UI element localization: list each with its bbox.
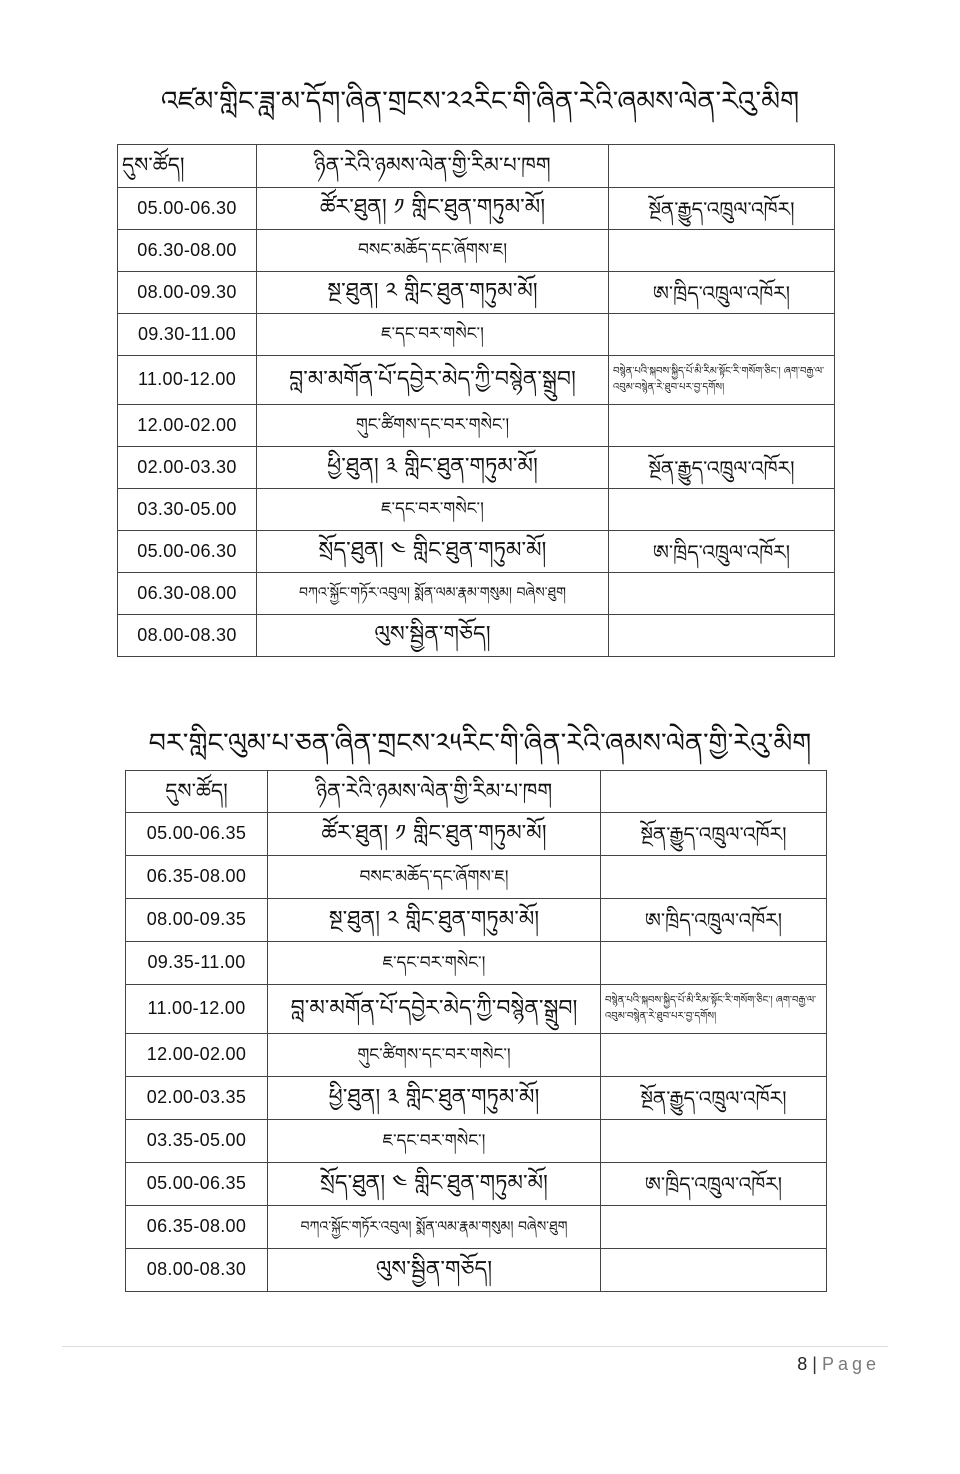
row-time: 02.00-03.35 (126, 1077, 268, 1120)
table-row (118, 272, 835, 314)
table-row (126, 1120, 827, 1163)
row-note: ཨ་ཁྲིད་འཁྲུལ་འཁོར། (609, 272, 835, 314)
table-row (118, 314, 835, 356)
row-activity: གུང་ཚིགས་དང་བར་གསེང་། (257, 405, 609, 447)
table-row (126, 1034, 827, 1077)
table-row (126, 942, 827, 985)
page-number: 8 (797, 1354, 809, 1374)
schedule-title-1: འཛམ་གླིང་ཟླ་མ་དོག་ཞིན་གྲངས་༢༢རིང་གི་ཞིན་རེའི་ཞམས་ལེན་རེའུ་མིག (160, 86, 800, 117)
schedule-table-2 (125, 770, 827, 1292)
row-note: བསྙེན་པའི་སྐབས་སྐྱིད་པོ་མི་རིམ་སྟོང་རི་གསོག་ཅིང་། ཞག་བརྒྱ་ལ་འབུམ་བསྙེན་རེ་ཐུབ་པར་བྱ་དགོས། (601, 985, 827, 1034)
row-activity: བཀའ་སྐྱོང་གཏོར་འབུལ། སྨོན་ལམ་རྣམ་གསུམ། བཞེས་ཐུག (257, 573, 609, 615)
row-note (601, 1206, 827, 1249)
row-note: སྔོན་རྒྱུད་འཁྲུལ་འཁོར། (601, 813, 827, 856)
row-note (609, 573, 835, 615)
row-time: 12.00-02.00 (126, 1034, 268, 1077)
row-note: བསྙེན་པའི་སྐབས་སྐྱིད་པོ་མི་རིམ་སྟོང་རི་གསོག་ཅིང་། ཞག་བརྒྱ་ལ་འབུམ་བསྙེན་རེ་ཐུབ་པར་བྱ་དགོས། (609, 356, 835, 405)
row-activity: བླ་མ་མགོན་པོ་དབྱེར་མེད་ཀྱི་བསྙེན་སྒྲུབ། (257, 356, 609, 405)
row-time: 06.35-08.00 (126, 856, 268, 899)
row-activity: ཇ་དང་བར་གསེང་། (268, 1120, 601, 1163)
table-row (118, 615, 835, 657)
row-time: 12.00-02.00 (118, 405, 257, 447)
row-note (609, 615, 835, 657)
header-activity: ཉིན་རེའི་ཉམས་ལེན་གྱི་རིམ་པ་ཁག (268, 771, 601, 813)
table-row (118, 356, 835, 405)
table-row (126, 1206, 827, 1249)
row-note: ཨ་ཁྲིད་འཁྲུལ་འཁོར། (609, 531, 835, 573)
row-note: སྔོན་རྒྱུད་འཁྲུལ་འཁོར། (609, 188, 835, 230)
row-time: 05.00-06.30 (118, 531, 257, 573)
row-time: 05.00-06.35 (126, 813, 268, 856)
row-activity: བཀའ་སྐྱོང་གཏོར་འབུལ། སྨོན་ལམ་རྣམ་གསུམ། བཞེས་ཐུག (268, 1206, 601, 1249)
row-time: 03.30-05.00 (118, 489, 257, 531)
schedule-table-1 (117, 144, 835, 657)
header-time: དུས་ཚོད། (126, 771, 268, 813)
page-footer (797, 1354, 880, 1375)
row-time: 11.00-12.00 (118, 356, 257, 405)
row-activity: ཇ་དང་བར་གསེང་། (257, 314, 609, 356)
schedule-title-2: བར་གླིང་ལུམ་པ་ཅན་ཞིན་གྲངས་༢༥རིང་གི་ཞིན་རེའི་ཞམས་ལེན་གྱི་རེའུ་མིག (148, 728, 812, 759)
table-row (118, 230, 835, 272)
footer-divider (62, 1346, 888, 1347)
row-note (609, 230, 835, 272)
row-activity: ཚོར་ཐུན། ༡ གླིང་ཐུན་གཏུམ་མོ། (257, 188, 609, 230)
row-note (601, 1120, 827, 1163)
row-activity: གུང་ཚིགས་དང་བར་གསེང་། (268, 1034, 601, 1077)
table-row (126, 899, 827, 942)
table-row (118, 573, 835, 615)
row-time: 08.00-09.35 (126, 899, 268, 942)
page-word: Page (821, 1354, 880, 1374)
row-time: 02.00-03.30 (118, 447, 257, 489)
table-header-row (126, 771, 827, 813)
row-time: 05.00-06.30 (118, 188, 257, 230)
table-row (126, 856, 827, 899)
row-note: ཨ་ཁྲིད་འཁྲུལ་འཁོར། (601, 1163, 827, 1206)
row-time: 03.35-05.00 (126, 1120, 268, 1163)
row-time: 06.30-08.00 (118, 230, 257, 272)
row-time: 09.30-11.00 (118, 314, 257, 356)
row-activity: སྲོད་ཐུན། ༤ གླིང་ཐུན་གཏུམ་མོ། (268, 1163, 601, 1206)
row-activity: ཕྱི་ཐུན། ༣ གླིང་ཐུན་གཏུམ་མོ། (268, 1077, 601, 1120)
row-activity: བླ་མ་མགོན་པོ་དབྱེར་མེད་ཀྱི་བསྙེན་སྒྲུབ། (268, 985, 601, 1034)
row-note (609, 489, 835, 531)
row-note (601, 942, 827, 985)
row-time: 05.00-06.35 (126, 1163, 268, 1206)
row-note (601, 1249, 827, 1292)
table-row (126, 1077, 827, 1120)
row-activity: ཇ་དང་བར་གསེང་། (257, 489, 609, 531)
header-time: དུས་ཚོད། (118, 145, 257, 188)
row-activity: ཕྱི་ཐུན། ༣ གླིང་ཐུན་གཏུམ་མོ། (257, 447, 609, 489)
row-note (601, 1034, 827, 1077)
row-activity: སྔ་ཐུན། ༢ གླིང་ཐུན་གཏུམ་མོ། (257, 272, 609, 314)
header-note (609, 145, 835, 188)
row-time: 08.00-08.30 (118, 615, 257, 657)
row-time: 06.30-08.00 (118, 573, 257, 615)
row-activity: སྲོད་ཐུན། ༤ གླིང་ཐུན་གཏུམ་མོ། (257, 531, 609, 573)
row-time: 09.35-11.00 (126, 942, 268, 985)
page-separator: | (812, 1354, 818, 1374)
table-row (118, 531, 835, 573)
row-time: 11.00-12.00 (126, 985, 268, 1034)
row-activity: ལུས་སྦྱིན་གཅོད། (257, 615, 609, 657)
row-note (609, 405, 835, 447)
row-note: ཨ་ཁྲིད་འཁྲུལ་འཁོར། (601, 899, 827, 942)
row-activity: ལུས་སྦྱིན་གཅོད། (268, 1249, 601, 1292)
row-note (601, 856, 827, 899)
table-row (126, 1249, 827, 1292)
table-row (118, 447, 835, 489)
table-row (126, 813, 827, 856)
row-note: སྔོན་རྒྱུད་འཁྲུལ་འཁོར། (609, 447, 835, 489)
row-time: 08.00-08.30 (126, 1249, 268, 1292)
table-row (118, 188, 835, 230)
table-row (126, 1163, 827, 1206)
row-note (609, 314, 835, 356)
header-activity: ཉིན་རེའི་ཉམས་ལེན་གྱི་རིམ་པ་ཁག (257, 145, 609, 188)
row-note: སྔོན་རྒྱུད་འཁྲུལ་འཁོར། (601, 1077, 827, 1120)
table-row (118, 405, 835, 447)
row-activity: སྔ་ཐུན། ༢ གླིང་ཐུན་གཏུམ་མོ། (268, 899, 601, 942)
header-note (601, 771, 827, 813)
table-row (118, 489, 835, 531)
row-activity: བསང་མཆོད་དང་ཞོགས་ཇ། (268, 856, 601, 899)
row-activity: ཇ་དང་བར་གསེང་། (268, 942, 601, 985)
row-activity: ཚོར་ཐུན། ༡ གླིང་ཐུན་གཏུམ་མོ། (268, 813, 601, 856)
row-activity: བསང་མཆོད་དང་ཞོགས་ཇ། (257, 230, 609, 272)
table-header-row (118, 145, 835, 188)
row-time: 06.35-08.00 (126, 1206, 268, 1249)
table-row (126, 985, 827, 1034)
row-time: 08.00-09.30 (118, 272, 257, 314)
